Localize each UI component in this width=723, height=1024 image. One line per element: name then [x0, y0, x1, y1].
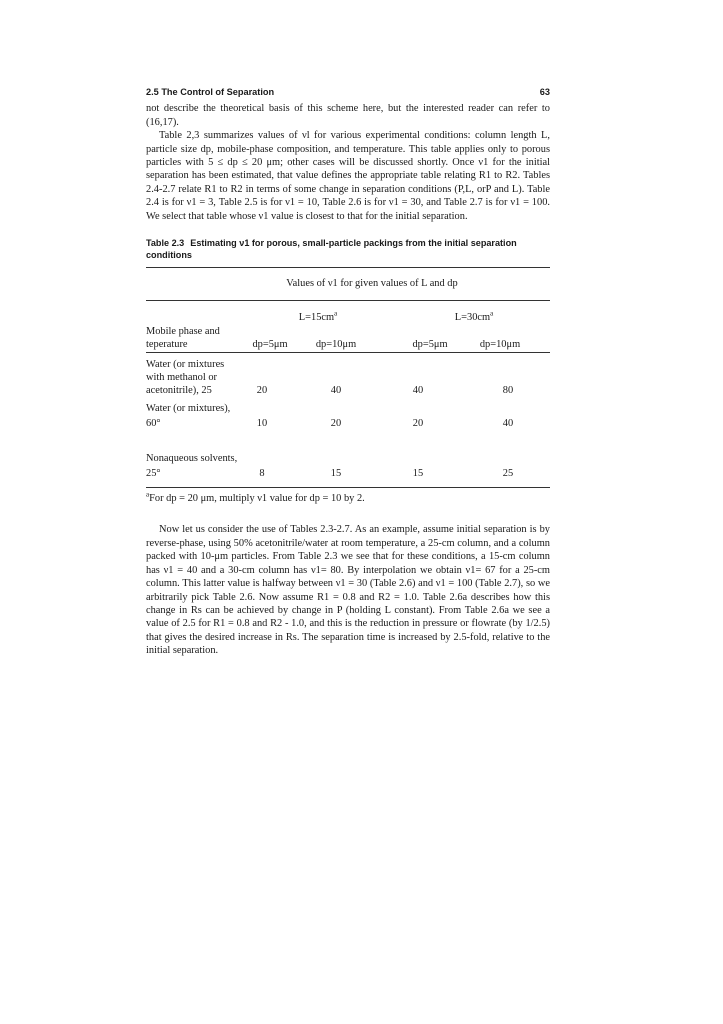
column-header: dp=10μm — [315, 339, 357, 351]
table-cell: 20 — [412, 418, 424, 430]
row-header-line-1: Mobile phase and — [146, 326, 220, 338]
group-header-l30: $L=30cm^a$ — [454, 309, 494, 324]
table-cell: 15 — [412, 468, 424, 480]
table-cell: 20 — [256, 385, 268, 397]
row-label: with methanol or — [146, 372, 217, 384]
table-cell: 8 — [259, 468, 265, 480]
row-label: 60° — [146, 418, 161, 430]
section-title: 2.5 The Control of Separation — [146, 87, 275, 97]
row-label: Water (or mixtures), — [146, 403, 231, 415]
table-cell: 40 — [502, 418, 514, 430]
table-spanner: Values of ν1 for given values of L and dp — [286, 278, 458, 290]
paragraph-continuation: not describe the theoretical basis of this scheme here, but the interested reader can refer to (16,17). — [146, 103, 550, 128]
paragraph-table-summary: Table 2,3 summarizes values of νl for various experimental conditions: column length L, particle size dp, mobile-phase composition, and temperature. This table applies only to porous particles with 5 ≤ dp ≤ 20 μm; other cases will be discussed shortly. Once ν1 for the initial separation has been estimated, that value defines the appropriate table relating R1 to R2. Tables 2.4-2.7 relate R1 to R2 in terms of some change in separation conditions (P,L, orP and L). Table 2.4 is for ν1 = 3, Table 2.5 is for ν1 = 10, Table 2.6 is for ν1 = 30, and Table 2.7 is for ν1 = 100. We select that table whose ν1 value is closest to that for the initial separation. — [146, 130, 550, 222]
table-caption — [146, 238, 550, 268]
row-label: acetonitrile), 25 — [146, 385, 212, 397]
table-cell: 10 — [256, 418, 268, 430]
table-cell: 20 — [330, 418, 342, 430]
group-header-l15: $L=15cm^a$ — [298, 309, 338, 324]
book-page — [146, 86, 550, 658]
row-label: Water (or mixtures — [146, 359, 225, 371]
row-label: 25° — [146, 468, 161, 480]
row-header-line-2: teperature — [146, 339, 188, 351]
paragraph-example: Now let us consider the use of Tables 2.3-2.7. As an example, assume initial separation is by reverse-phase, using 50% acetonitrile/water at room temperature, a 25-cm column, and a column packed with 10-μm particles. From Table 2.3 we see that for these conditions, a 15-cm column has ν1 = 40 and a 30-cm column has ν1= 80. By interpolation we obtain ν1= 67 for a 25-cm column. This latter value is halfway between ν1 = 30 (Table 2.6) and ν1 = 100 (Table 2.7), so we arbitrarily pick Table 2.6. Now assume R1 = 0.8 and R2 = 1.0. Table 2.6a describes how this change in Rs can be achieved by change in P (holding L constant). From Table 2.6a we see a value of 2.5 for R1 = 0.8 and R2 - 1.0, and this is the reduction in pressure or flowrate (by 1/2.5) that gives the desired increase in Rs. The separation time is increased by 2.5-fold, relative to the initial separation. — [146, 524, 550, 657]
column-header: dp=5μm — [412, 339, 448, 351]
running-head — [146, 86, 550, 99]
table-cell: 15 — [330, 468, 342, 480]
table-2-3 — [146, 268, 550, 488]
table-cell: 25 — [502, 468, 514, 480]
column-header: dp=5μm — [252, 339, 288, 351]
table-cell: 80 — [502, 385, 514, 397]
header-rule — [146, 352, 550, 353]
table-cell: 40 — [412, 385, 424, 397]
page-number: 63 — [539, 87, 550, 97]
table-cell: 40 — [330, 385, 342, 397]
table-label: Table 2.3 — [146, 238, 185, 249]
table-footnote: $^a$For dp = 20 μm, multiply ν1 value for dp = 10 by 2. — [146, 490, 365, 505]
spanner-rule — [146, 300, 550, 301]
table-title: Estimating ν1 for porous, small-particle packings from the initial separation conditions — [146, 238, 517, 260]
column-header: dp=10μm — [479, 339, 521, 351]
row-label: Nonaqueous solvents, — [146, 453, 238, 465]
